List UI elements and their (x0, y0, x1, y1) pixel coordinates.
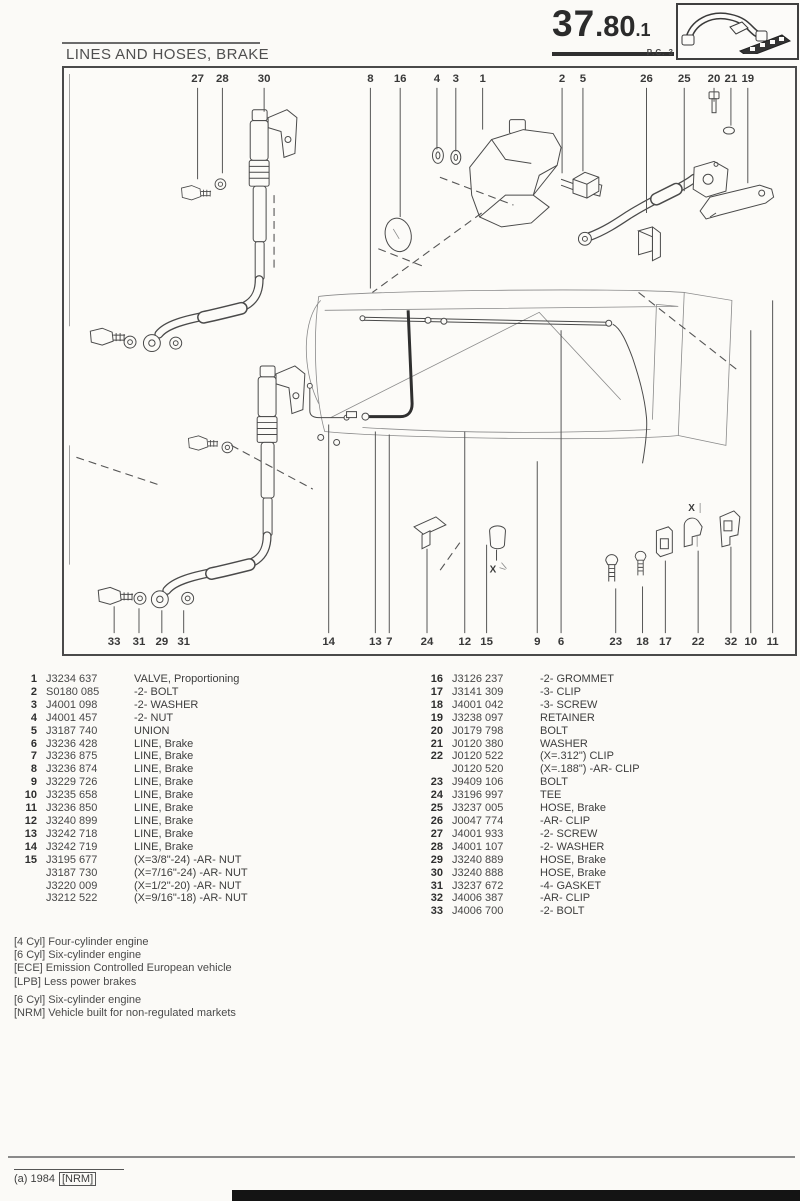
footer-market-tag: [NRM] (59, 1172, 96, 1186)
front-brake-hose-drawing-top (90, 110, 297, 352)
item-number: 19 (430, 711, 443, 724)
part-number: J3236 875 (46, 750, 98, 763)
nut-x-drawing (490, 526, 507, 576)
parts-row (20, 763, 410, 776)
fastener-drawings (606, 503, 740, 582)
item-number: 5 (30, 724, 37, 737)
parts-row (426, 750, 796, 763)
part-description: LINE, Brake (134, 814, 194, 827)
parts-row (426, 725, 796, 738)
parts-row (426, 905, 796, 918)
part-number: J3141 309 (452, 685, 504, 698)
footer-note (14, 1169, 124, 1185)
parts-row (20, 892, 410, 905)
part-number: J3242 719 (46, 840, 98, 853)
part-description: -2- NUT (134, 711, 174, 724)
callout-23: 23 (609, 636, 623, 649)
parts-row (20, 673, 410, 686)
brake-lines-drawing (307, 310, 646, 463)
part-number: J4006 387 (452, 892, 504, 905)
proportioning-valve-drawing (382, 120, 602, 254)
footnote-line: [NRM] Vehicle built for non-regulated markets (14, 1007, 236, 1020)
part-description: -2- BOLT (540, 905, 585, 918)
parts-row (426, 841, 796, 854)
footer-rule (8, 1156, 795, 1158)
part-number: J0120 380 (452, 737, 504, 750)
part-description: LINE, Brake (134, 840, 194, 853)
part-number: J3196 997 (452, 789, 504, 802)
callout-13: 13 (369, 636, 382, 649)
part-description: (X=1/2"-20) -AR- NUT (134, 879, 242, 892)
item-number (20, 880, 37, 893)
parts-row (20, 699, 410, 712)
callout-29: 29 (155, 636, 169, 649)
parts-row (426, 686, 796, 699)
callout-20: 20 (707, 72, 721, 85)
item-number: 1 (30, 673, 37, 685)
item-number (20, 892, 37, 905)
floor-pan-drawing (306, 290, 732, 463)
part-number: J3237 005 (452, 802, 504, 815)
parts-row (426, 867, 796, 880)
item-number: 14 (24, 840, 37, 853)
part-number: J3234 637 (46, 673, 98, 685)
part-description: -4- GASKET (540, 879, 602, 892)
item-number: 9 (30, 776, 37, 789)
item-number: 10 (24, 789, 37, 802)
callout-31: 31 (132, 636, 146, 649)
part-number: J3229 726 (46, 776, 98, 789)
part-number: J3240 899 (46, 814, 98, 827)
bottom-callouts (108, 300, 780, 648)
item-number: 16 (430, 673, 443, 685)
exploded-diagram (62, 66, 797, 656)
callout-30: 30 (257, 72, 271, 85)
part-description: TEE (540, 789, 562, 802)
part-number: J3187 740 (46, 724, 98, 737)
item-number: 8 (30, 763, 37, 776)
parts-row (426, 699, 796, 712)
callout-19: 19 (741, 72, 755, 85)
parts-row (426, 789, 796, 802)
item-number: 21 (430, 737, 443, 750)
callout-3: 3 (452, 72, 459, 85)
callout-32: 32 (724, 636, 738, 649)
part-description: -2- WASHER (134, 698, 199, 711)
callout-33: 33 (107, 636, 121, 649)
footnote-line: [LPB] Less power brakes (14, 975, 137, 988)
part-number: J3240 888 (452, 866, 504, 879)
item-number: 4 (30, 711, 37, 724)
parts-row (20, 880, 410, 893)
parts-row (426, 828, 796, 841)
part-number: J4001 457 (46, 711, 98, 724)
part-number: J3236 428 (46, 737, 98, 750)
part-description: VALVE, Proportioning (134, 673, 240, 685)
part-number: J0120 522 (452, 750, 504, 763)
parts-row (426, 854, 796, 867)
callout-24: 24 (420, 636, 434, 649)
part-description: BOLT (540, 724, 568, 737)
part-number: J3126 237 (452, 673, 504, 685)
item-number: 33 (430, 905, 443, 918)
rear-brake-hose-drawing (578, 92, 773, 261)
item-number: 32 (430, 892, 443, 905)
part-number: J3212 522 (46, 892, 98, 905)
part-number: J9409 106 (452, 776, 504, 789)
parts-row (20, 828, 410, 841)
part-description: (X=9/16"-18) -AR- NUT (134, 892, 248, 905)
part-description: LINE, Brake (134, 789, 194, 802)
footnote-legend-secondary (14, 994, 236, 1020)
parts-row (20, 686, 410, 699)
part-description: HOSE, Brake (540, 802, 607, 815)
callout-8: 8 (367, 72, 374, 85)
part-number: J3236 874 (46, 763, 98, 776)
part-number: J3240 889 (452, 853, 504, 866)
parts-row (20, 712, 410, 725)
brake-hose-thumbnail-icon (678, 5, 793, 54)
part-number: J4001 042 (452, 698, 504, 711)
part-description: (X=.312") CLIP (540, 750, 614, 763)
parts-row (426, 880, 796, 893)
part-description: -3- CLIP (540, 685, 581, 698)
item-number: 30 (430, 866, 443, 879)
callout-11: 11 (766, 636, 779, 649)
parts-column-left (20, 673, 410, 905)
part-description: (X=.188") -AR- CLIP (540, 763, 640, 776)
part-number: J3220 009 (46, 879, 98, 892)
part-number: J4001 098 (46, 698, 98, 711)
item-number: 7 (30, 750, 37, 763)
part-number: J0047 774 (452, 814, 504, 827)
item-number: 18 (430, 698, 443, 711)
item-number: 23 (430, 776, 443, 789)
item-number: 25 (430, 802, 443, 815)
parts-row (426, 712, 796, 725)
parts-row (426, 815, 796, 828)
item-number: 22 (430, 750, 443, 763)
part-description: (X=3/8"-24) -AR- NUT (134, 853, 242, 866)
part-description: -AR- CLIP (540, 814, 591, 827)
part-number: J3236 850 (46, 802, 98, 815)
footnote-line: [6 Cyl] Six-cylinder engine (14, 994, 142, 1006)
callout-17: 17 (659, 636, 672, 649)
parts-row (426, 776, 796, 789)
parts-row (20, 802, 410, 815)
item-number: 29 (430, 853, 443, 866)
x-dimension-label-clip: X (688, 502, 695, 514)
item-number: 3 (30, 698, 37, 711)
parts-row (426, 673, 796, 686)
item-number: 2 (30, 685, 37, 698)
title-overline (62, 42, 260, 44)
part-description: BOLT (540, 776, 568, 789)
parts-row (20, 776, 410, 789)
part-description: -2- WASHER (540, 840, 605, 853)
callout-25: 25 (677, 72, 691, 85)
tee-drawing (414, 517, 446, 549)
callout-21: 21 (724, 72, 738, 85)
part-thumbnail-box (676, 3, 799, 60)
callout-4: 4 (433, 72, 441, 85)
part-description: -2- GROMMET (540, 673, 614, 685)
item-number (426, 763, 443, 776)
part-number: J3238 097 (452, 711, 504, 724)
part-description: -2- SCREW (540, 827, 598, 840)
callout-28: 28 (216, 72, 229, 85)
part-description: LINE, Brake (134, 750, 194, 763)
front-brake-hose-drawing-bottom (98, 366, 305, 608)
part-description: HOSE, Brake (540, 853, 607, 866)
callout-18: 18 (636, 636, 649, 649)
part-description: WASHER (540, 737, 588, 750)
footnote-line: [4 Cyl] Four-cylinder engine (14, 936, 149, 948)
callout-6: 6 (557, 636, 565, 649)
callout-26: 26 (640, 72, 653, 85)
callout-15: 15 (480, 636, 493, 649)
part-number: J4006 700 (452, 905, 504, 918)
parts-row (426, 802, 796, 815)
part-description: LINE, Brake (134, 763, 194, 776)
part-description: (X=7/16"-24) -AR- NUT (134, 866, 248, 879)
section-code-index: .1 (635, 20, 651, 40)
parts-row (426, 738, 796, 751)
part-number: S0180 085 (46, 685, 100, 698)
parts-row (20, 867, 410, 880)
parts-row (20, 854, 410, 867)
part-number: J4001 933 (452, 827, 504, 840)
part-description: HOSE, Brake (540, 866, 607, 879)
part-description: UNION (134, 724, 170, 737)
item-number (20, 867, 37, 880)
callout-10: 10 (744, 636, 758, 649)
part-number: J3235 658 (46, 789, 98, 802)
callout-12: 12 (458, 636, 472, 649)
parts-row (20, 815, 410, 828)
item-number: 28 (430, 840, 443, 853)
footer-note-text: (a) 1984 (14, 1173, 55, 1185)
callout-16: 16 (393, 72, 407, 85)
item-number: 6 (30, 737, 37, 750)
item-number: 13 (24, 827, 37, 840)
footnote-line: [ECE] Emission Controlled European vehicle (14, 962, 232, 975)
callout-5: 5 (579, 72, 587, 85)
part-number: J3237 672 (452, 879, 504, 892)
part-description: -3- SCREW (540, 698, 598, 711)
callout-22: 22 (691, 636, 705, 649)
part-description: LINE, Brake (134, 737, 194, 750)
part-number: J4001 107 (452, 840, 504, 853)
clip-drawing (639, 227, 661, 261)
callout-27: 27 (191, 72, 204, 85)
footnote-line: [6 Cyl] Six-cylinder engine (14, 949, 142, 962)
part-description: RETAINER (540, 711, 595, 724)
part-number: J3242 718 (46, 827, 98, 840)
parts-row (20, 841, 410, 854)
part-number: J3187 730 (46, 866, 98, 879)
parts-column-right (426, 673, 796, 918)
section-code-sub: .80 (595, 11, 636, 43)
parts-row (20, 738, 410, 751)
item-number: 17 (430, 685, 443, 698)
callout-7: 7 (386, 636, 393, 649)
part-description: -2- BOLT (134, 685, 179, 698)
part-description: -AR- CLIP (540, 892, 591, 905)
parts-row (20, 789, 410, 802)
part-number: J3195 677 (46, 853, 98, 866)
callout-9: 9 (534, 636, 541, 649)
item-number: 11 (25, 802, 37, 815)
callout-1: 1 (479, 72, 486, 85)
parts-row (426, 763, 796, 776)
item-number: 26 (430, 814, 443, 827)
exploded-diagram-svg (64, 68, 791, 650)
part-description: LINE, Brake (134, 776, 194, 789)
part-number: J0120 520 (452, 763, 504, 776)
item-number: 24 (430, 789, 443, 802)
parts-row (20, 750, 410, 763)
parts-row (20, 725, 410, 738)
item-number: 27 (430, 827, 443, 840)
item-number: 12 (24, 814, 37, 827)
item-number: 20 (430, 724, 443, 737)
footnote-legend-primary (14, 936, 232, 989)
scan-edge-artifact (232, 1190, 800, 1201)
part-number: J0179 798 (452, 724, 504, 737)
section-code-main: 37 (552, 3, 596, 44)
item-number: 15 (24, 853, 37, 866)
part-description: LINE, Brake (134, 827, 194, 840)
pc-label: P.C. 3 (646, 48, 674, 57)
item-number: 31 (430, 879, 443, 892)
callout-14: 14 (322, 636, 336, 649)
callout-31: 31 (177, 636, 191, 649)
parts-row (426, 892, 796, 905)
page-title: LINES AND HOSES, BRAKE (66, 46, 270, 63)
callout-2: 2 (558, 72, 566, 85)
part-description: LINE, Brake (134, 802, 194, 815)
x-dimension-label: X (489, 564, 497, 576)
